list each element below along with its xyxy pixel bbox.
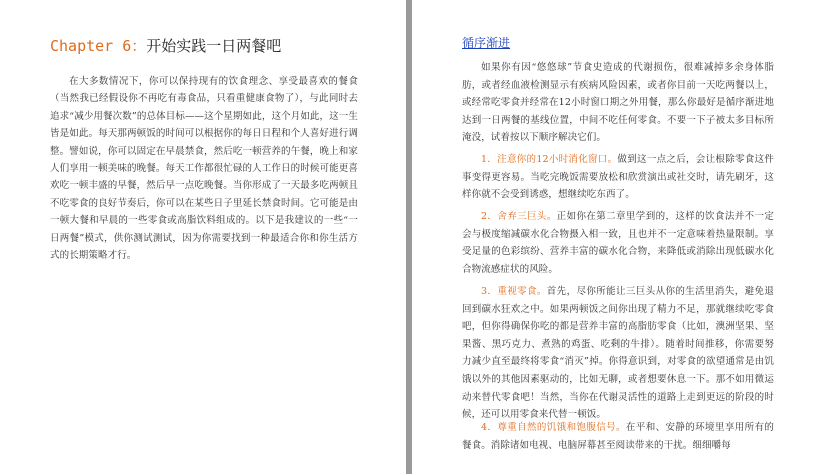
chapter-number: Chapter 6 — [50, 37, 132, 55]
left-body-paragraph: 在大多数情况下，你可以保持现有的饮食理念、享受最喜欢的餐食（当然我已经假设你不再吃有毒食品，只看重健康食物了），与此同时去追求“减少用餐次数”的总体目标——这个星期如此，这个月如此，这一生皆是如此。每天那两顿饭的时间可以根据你的每日日程和个人喜好进行调整。譬如说，你可以固定在早晨禁食，然后吃一顿营养的午餐，晚上和家人们享用一顿美味的晚餐。每天工作都很忙碌的人工作日的时候可能更喜欢吃一顿丰盛的早餐，然后早一点吃晚餐。当你形成了一天最多吃两顿且不吃零食的良好节奏后，你可以在某些日子里延长禁食时间。它可能是由一顿大餐和早晨的一些零食或高脂饮料组成的。以下是我建议的一些“一日两餐”模式，供你测试测试，因为你需要找到一种最适合你和你生活方式的长期策略才行。 — [50, 76, 358, 262]
list-item-3-lead: 3．重视零食。 — [481, 286, 547, 297]
page-divider — [406, 0, 412, 474]
list-item-1-text: 做到这一点之后，会让根除零食这件事变得更容易。当吃完晚饭需要放松和欣赏演出或社交时，请先刷牙，这样你就不会受到诱惑，想继续吃东西了。 — [462, 154, 774, 201]
chapter-separator: ： — [131, 37, 147, 55]
list-item-3 — [462, 283, 774, 424]
list-item-2-lead: 2．舍弃三巨头。 — [481, 211, 557, 222]
list-item-1 — [462, 151, 774, 204]
list-item-1-lead: 1．注意你的12小时消化窗口。 — [481, 154, 618, 165]
left-page — [0, 0, 407, 474]
list-item-2 — [462, 208, 774, 278]
chapter-title — [50, 35, 281, 56]
list-item-3-text: 首先，尽你所能让三巨头从你的生活里消失，避免退回到碳水狂欢之中。如果两顿饭之间你出现了精力不足，那就继续吃零食吧，但你得确保你吃的都是营养丰富的高脂肪零食（比如，澳洲坚果、坚果酱、黑巧克力、煮熟的鸡蛋、吃剩的牛排）。随着时间推移，你需要努力减少直至最终将零食“消灭”掉。你得意识到，对零食的欲望通常是由饥饿以外的其他因素驱动的，比如无聊，或者想要休息一下。那不如用微运动来替代零食吧！当然，当你在代谢灵活性的道路上走到更远的阶段的时候，还可以用零食来代替一顿饭。 — [462, 286, 774, 421]
chapter-name: 开始实践一日两餐吧 — [146, 37, 282, 55]
section-heading-link[interactable]: 循序渐进 — [462, 36, 511, 50]
list-item-2-text: 正如你在第二章里学到的，这样的饮食法并不一定会与极度缩减碳水化合物摄入相一致，且也并不一定意味着热量限制。享受足量的色彩缤纷、营养丰富的碳水化合物，来降低或消除出现低碳水化合物流感症状的风险。 — [462, 211, 774, 275]
list-item-4 — [462, 419, 774, 454]
right-page — [413, 0, 818, 474]
intro-paragraph: 如果你有因“悠悠球”节食史造成的代谢损伤，很难减掉多余身体脂肪，或者经血液检测显示有疾病风险因素，或者你目前一天吃两餐以上，或经常吃零食并经常在12小时窗口期之外用餐，那么你最好是循序渐进地达到一日两餐的基线位置，中间不吃任何零食。不要一下子被太多目标所淹没，试着按以下顺序解决它们。 — [462, 62, 774, 144]
list-item-4-text: 在平和、安静的环境里享用所有的餐食。消除诸如电视、电脑屏幕甚至阅读带来的干扰。细细嚼每 — [462, 422, 774, 451]
list-item-4-lead: 4．尊重自然的饥饿和饱腹信号。 — [481, 422, 626, 433]
